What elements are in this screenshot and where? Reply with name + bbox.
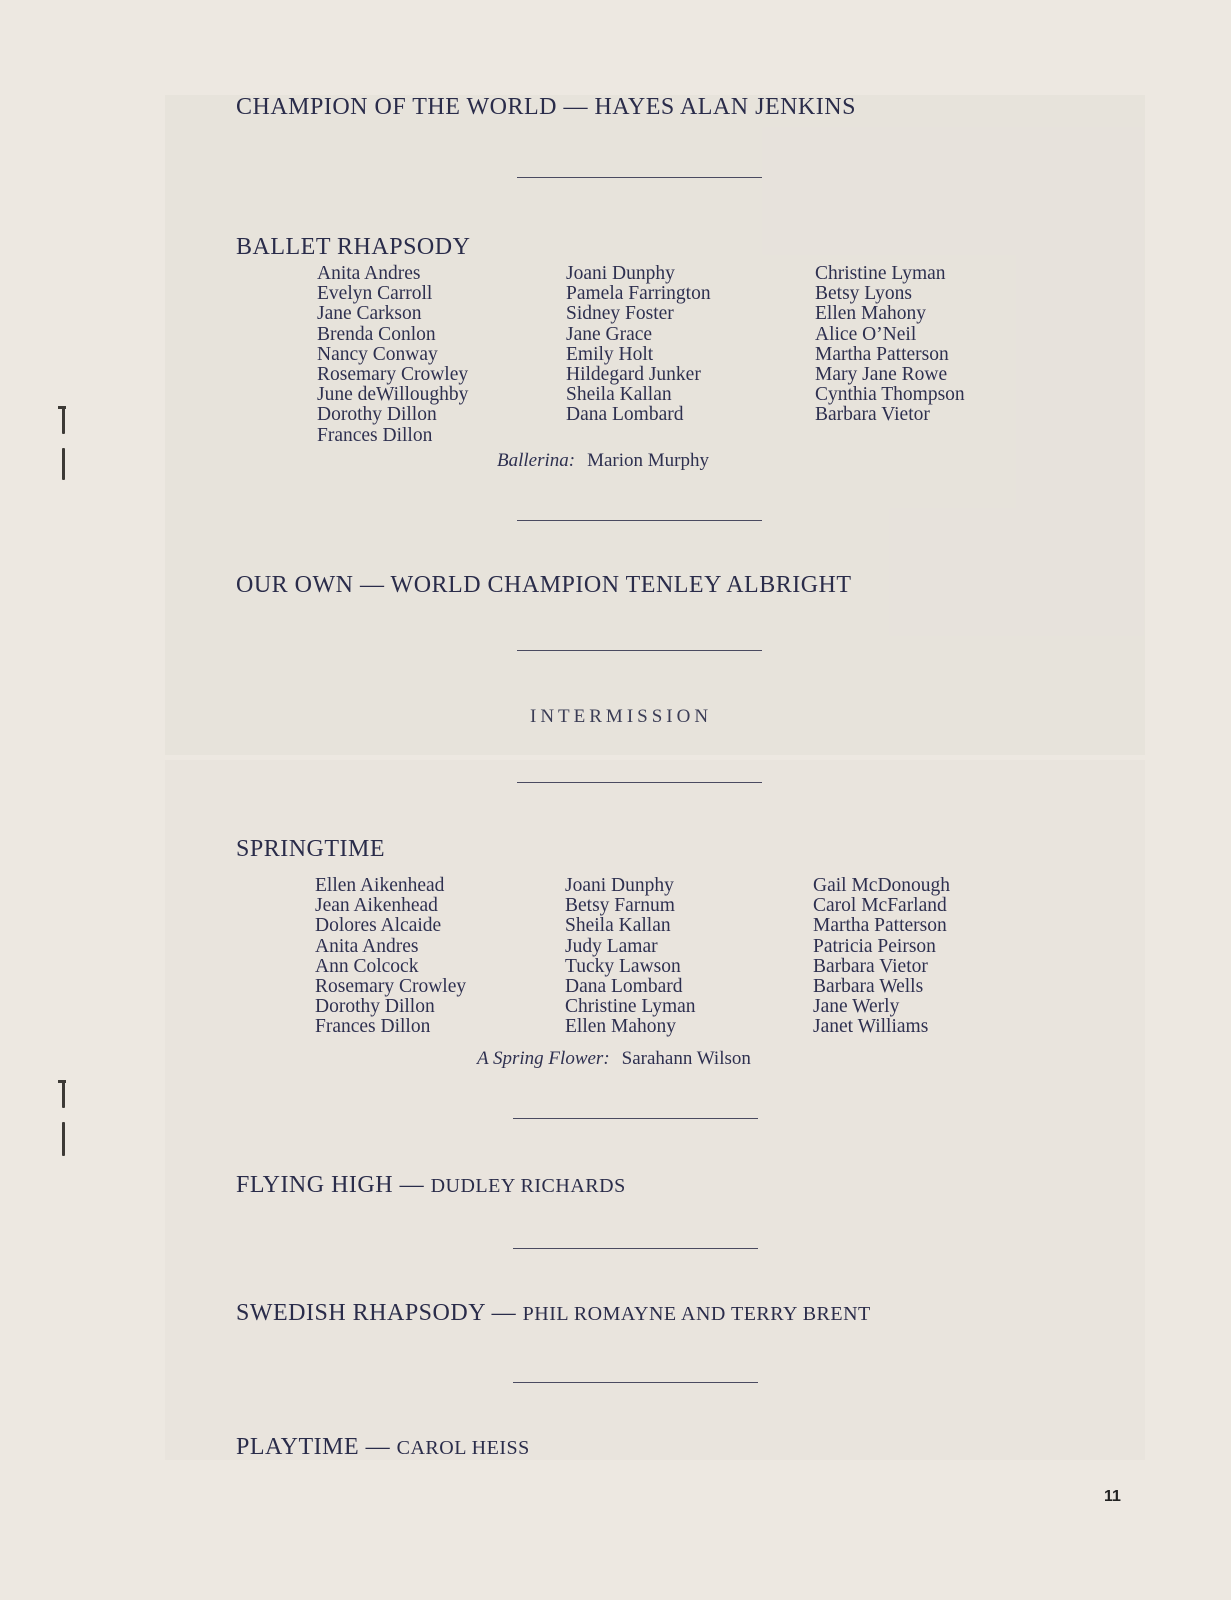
page-number: 11: [1104, 1488, 1121, 1505]
cast-name: Janet Williams: [813, 1016, 929, 1038]
section-divider: [513, 1118, 758, 1119]
cast-name: Sheila Kallan: [565, 915, 671, 937]
cast-column-2: [566, 264, 711, 426]
cast-name: Judy Lamar: [565, 935, 658, 957]
cast-name: Dana Lombard: [566, 404, 684, 426]
cast-name: Frances Dillon: [315, 1016, 431, 1038]
act-performer: PHIL ROMAYNE AND TERRY BRENT: [522, 1303, 871, 1325]
binding-staple-mark: [62, 448, 65, 480]
section-divider: [517, 520, 762, 521]
cast-name: Rosemary Crowley: [317, 364, 469, 386]
credit-role: A Spring Flower:: [477, 1048, 610, 1069]
cast-name: Barbara Vietor: [815, 404, 930, 426]
section-divider: [517, 650, 762, 651]
cast-name: Jean Aikenhead: [315, 895, 438, 917]
credit-role: Ballerina:: [497, 450, 576, 471]
act-title-champion: CHAMPION OF THE WORLD — HAYES ALAN JENKINS: [236, 94, 856, 120]
act-title-ballet-rhapsody: BALLET RHAPSODY: [236, 234, 471, 260]
cast-name: Carol McFarland: [813, 895, 947, 917]
cast-name: Ellen Mahony: [815, 303, 927, 325]
credit-name: Marion Murphy: [587, 450, 710, 471]
binding-staple-cap: [58, 1080, 66, 1083]
cast-name: Barbara Wells: [813, 976, 924, 998]
act-title-main: FLYING HIGH —: [236, 1172, 425, 1198]
featured-credit-ballerina: [497, 450, 709, 472]
cast-name: Dolores Alcaide: [315, 915, 442, 937]
cast-name: Mary Jane Rowe: [815, 364, 948, 386]
act-performer: CAROL HEISS: [396, 1437, 530, 1459]
cast-name: Jane Werly: [813, 996, 900, 1018]
cast-column-1: [317, 264, 468, 446]
binding-staple-mark: [62, 1082, 65, 1108]
cast-name: Anita Andres: [315, 935, 419, 957]
cast-name: Joani Dunphy: [565, 875, 674, 896]
cast-name: Christine Lyman: [815, 263, 946, 284]
cast-name: Tucky Lawson: [565, 955, 681, 977]
cast-name: Christine Lyman: [565, 996, 696, 1018]
cast-name: Ellen Aikenhead: [315, 875, 445, 896]
section-divider: [513, 1382, 758, 1383]
binding-staple-cap: [58, 406, 66, 409]
act-title-playtime: [236, 1434, 530, 1461]
intermission-label: INTERMISSION: [530, 706, 713, 727]
cast-name: Martha Patterson: [815, 343, 949, 365]
binding-staple-mark: [62, 1122, 65, 1156]
act-title-tenley-albright: OUR OWN — WORLD CHAMPION TENLEY ALBRIGHT: [236, 572, 852, 598]
cast-column-2: [565, 876, 696, 1038]
cast-name: Dorothy Dillon: [315, 996, 435, 1018]
section-divider: [513, 1248, 758, 1249]
cast-name: Brenda Conlon: [317, 323, 436, 345]
credit-name: Sarahann Wilson: [621, 1048, 751, 1069]
cast-name: Frances Dillon: [317, 424, 433, 446]
cast-name: June deWilloughby: [317, 384, 469, 406]
binding-staple-mark: [62, 408, 65, 434]
featured-credit-spring-flower: [477, 1048, 751, 1070]
cast-name: Dorothy Dillon: [317, 404, 437, 426]
cast-name: Ann Colcock: [315, 955, 419, 977]
cast-column-1: [315, 876, 466, 1038]
act-title-springtime: SPRINGTIME: [236, 836, 386, 862]
cast-name: Hildegard Junker: [566, 364, 701, 386]
cast-name: Dana Lombard: [565, 976, 683, 998]
cast-name: Alice O’Neil: [815, 323, 917, 345]
cast-name: Cynthia Thompson: [815, 384, 965, 406]
cast-name: Rosemary Crowley: [315, 976, 467, 998]
act-title-swedish-rhapsody: [236, 1300, 871, 1327]
cast-name: Betsy Lyons: [815, 283, 912, 305]
act-title-flying-high: [236, 1172, 626, 1199]
cast-name: Ellen Mahony: [565, 1016, 677, 1038]
cast-name: Nancy Conway: [317, 343, 438, 365]
act-performer: DUDLEY RICHARDS: [430, 1175, 626, 1197]
act-title-main: PLAYTIME —: [236, 1434, 391, 1460]
cast-name: Betsy Farnum: [565, 895, 675, 917]
section-divider: [517, 177, 762, 178]
cast-name: Sheila Kallan: [566, 384, 672, 406]
section-divider: [517, 782, 762, 783]
cast-name: Patricia Peirson: [813, 935, 936, 957]
act-title-main: SWEDISH RHAPSODY —: [236, 1300, 517, 1326]
cast-name: Gail McDonough: [813, 875, 951, 896]
cast-name: Jane Carkson: [317, 303, 422, 325]
cast-name: Jane Grace: [566, 323, 653, 345]
cast-name: Martha Patterson: [813, 915, 947, 937]
cast-column-3: [813, 876, 950, 1038]
cast-column-3: [815, 264, 965, 426]
cast-name: Emily Holt: [566, 343, 654, 365]
cast-name: Evelyn Carroll: [317, 283, 433, 305]
cast-name: Barbara Vietor: [813, 955, 928, 977]
cast-name: Pamela Farrington: [566, 283, 711, 305]
cast-name: Sidney Foster: [566, 303, 674, 325]
cast-name: Anita Andres: [317, 263, 421, 284]
show-through-area-lower: [165, 760, 1145, 1460]
cast-name: Joani Dunphy: [566, 263, 675, 284]
